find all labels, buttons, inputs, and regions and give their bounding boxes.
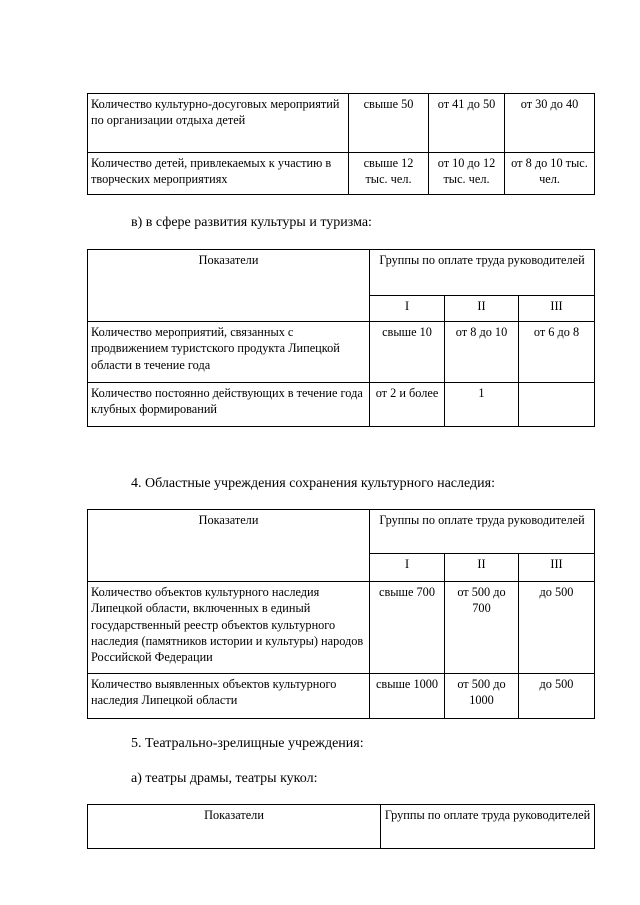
section-heading-4: 4. Областные учреждения сохранения культурного наследия: (131, 476, 495, 491)
group-1-value: свыше 12 тыс. чел. (349, 153, 429, 195)
header-pay-groups: Группы по оплате труда руководителей (381, 805, 595, 849)
group-1-value: свыше 50 (349, 94, 429, 153)
group-label-3: III (519, 296, 595, 322)
group-2-value: 1 (445, 383, 519, 427)
table-culture-tourism (87, 249, 595, 427)
section-heading-5: 5. Театрально-зрелищные учреждения: (131, 736, 364, 751)
group-1-value: от 2 и более (370, 383, 445, 427)
group-3-value (519, 383, 595, 427)
group-label-1: I (370, 554, 445, 582)
indicator-cell: Количество выявленных объектов культурного наследия Липецкой области (88, 674, 370, 719)
group-2-value: от 500 до 1000 (445, 674, 519, 719)
header-indicators: Показатели (88, 805, 381, 849)
table-header-row (88, 510, 595, 554)
section-heading-v: в) в сфере развития культуры и туризма: (131, 215, 372, 230)
indicator-cell: Количество постоянно действующих в течение года клубных формирований (88, 383, 370, 427)
group-1-value: свыше 700 (370, 582, 445, 674)
header-indicators: Показатели (88, 250, 370, 322)
table-row (88, 383, 595, 427)
group-3-value: до 500 (519, 674, 595, 719)
section-heading-5a: а) театры драмы, театры кукол: (131, 771, 318, 786)
group-label-2: II (445, 296, 519, 322)
group-1-value: свыше 10 (370, 322, 445, 383)
header-pay-groups: Группы по оплате труда руководителей (370, 250, 595, 296)
table-theatres (87, 804, 595, 849)
indicator-cell: Количество мероприятий, связанных с продвижением туристского продукта Липецкой области в течение года (88, 322, 370, 383)
group-label-3: III (519, 554, 595, 582)
group-3-value: от 30 до 40 (505, 94, 595, 153)
table-row (88, 674, 595, 719)
indicator-cell: Количество объектов культурного наследия Липецкой области, включенных в единый государственный реестр объектов культурного наследия (памятников истории и культуры) народов Российской Федерации (88, 582, 370, 674)
table-header-row (88, 250, 595, 296)
group-2-value: от 8 до 10 (445, 322, 519, 383)
group-2-value: от 10 до 12 тыс. чел. (429, 153, 505, 195)
table-row (88, 94, 595, 153)
table-header-row (88, 805, 595, 849)
group-3-value: от 8 до 10 тыс. чел. (505, 153, 595, 195)
group-1-value: свыше 1000 (370, 674, 445, 719)
group-2-value: от 500 до 700 (445, 582, 519, 674)
table-row (88, 582, 595, 674)
group-label-2: II (445, 554, 519, 582)
group-label-1: I (370, 296, 445, 322)
group-3-value: до 500 (519, 582, 595, 674)
table-row (88, 322, 595, 383)
table-row (88, 153, 595, 195)
indicator-cell: Количество культурно-досуговых мероприятий по организации отдыха детей (88, 94, 349, 153)
table-continuation (87, 93, 595, 195)
group-3-value: от 6 до 8 (519, 322, 595, 383)
group-2-value: от 41 до 50 (429, 94, 505, 153)
header-pay-groups: Группы по оплате труда руководителей (370, 510, 595, 554)
header-indicators: Показатели (88, 510, 370, 582)
indicator-cell: Количество детей, привлекаемых к участию в творческих мероприятиях (88, 153, 349, 195)
table-cultural-heritage (87, 509, 595, 719)
